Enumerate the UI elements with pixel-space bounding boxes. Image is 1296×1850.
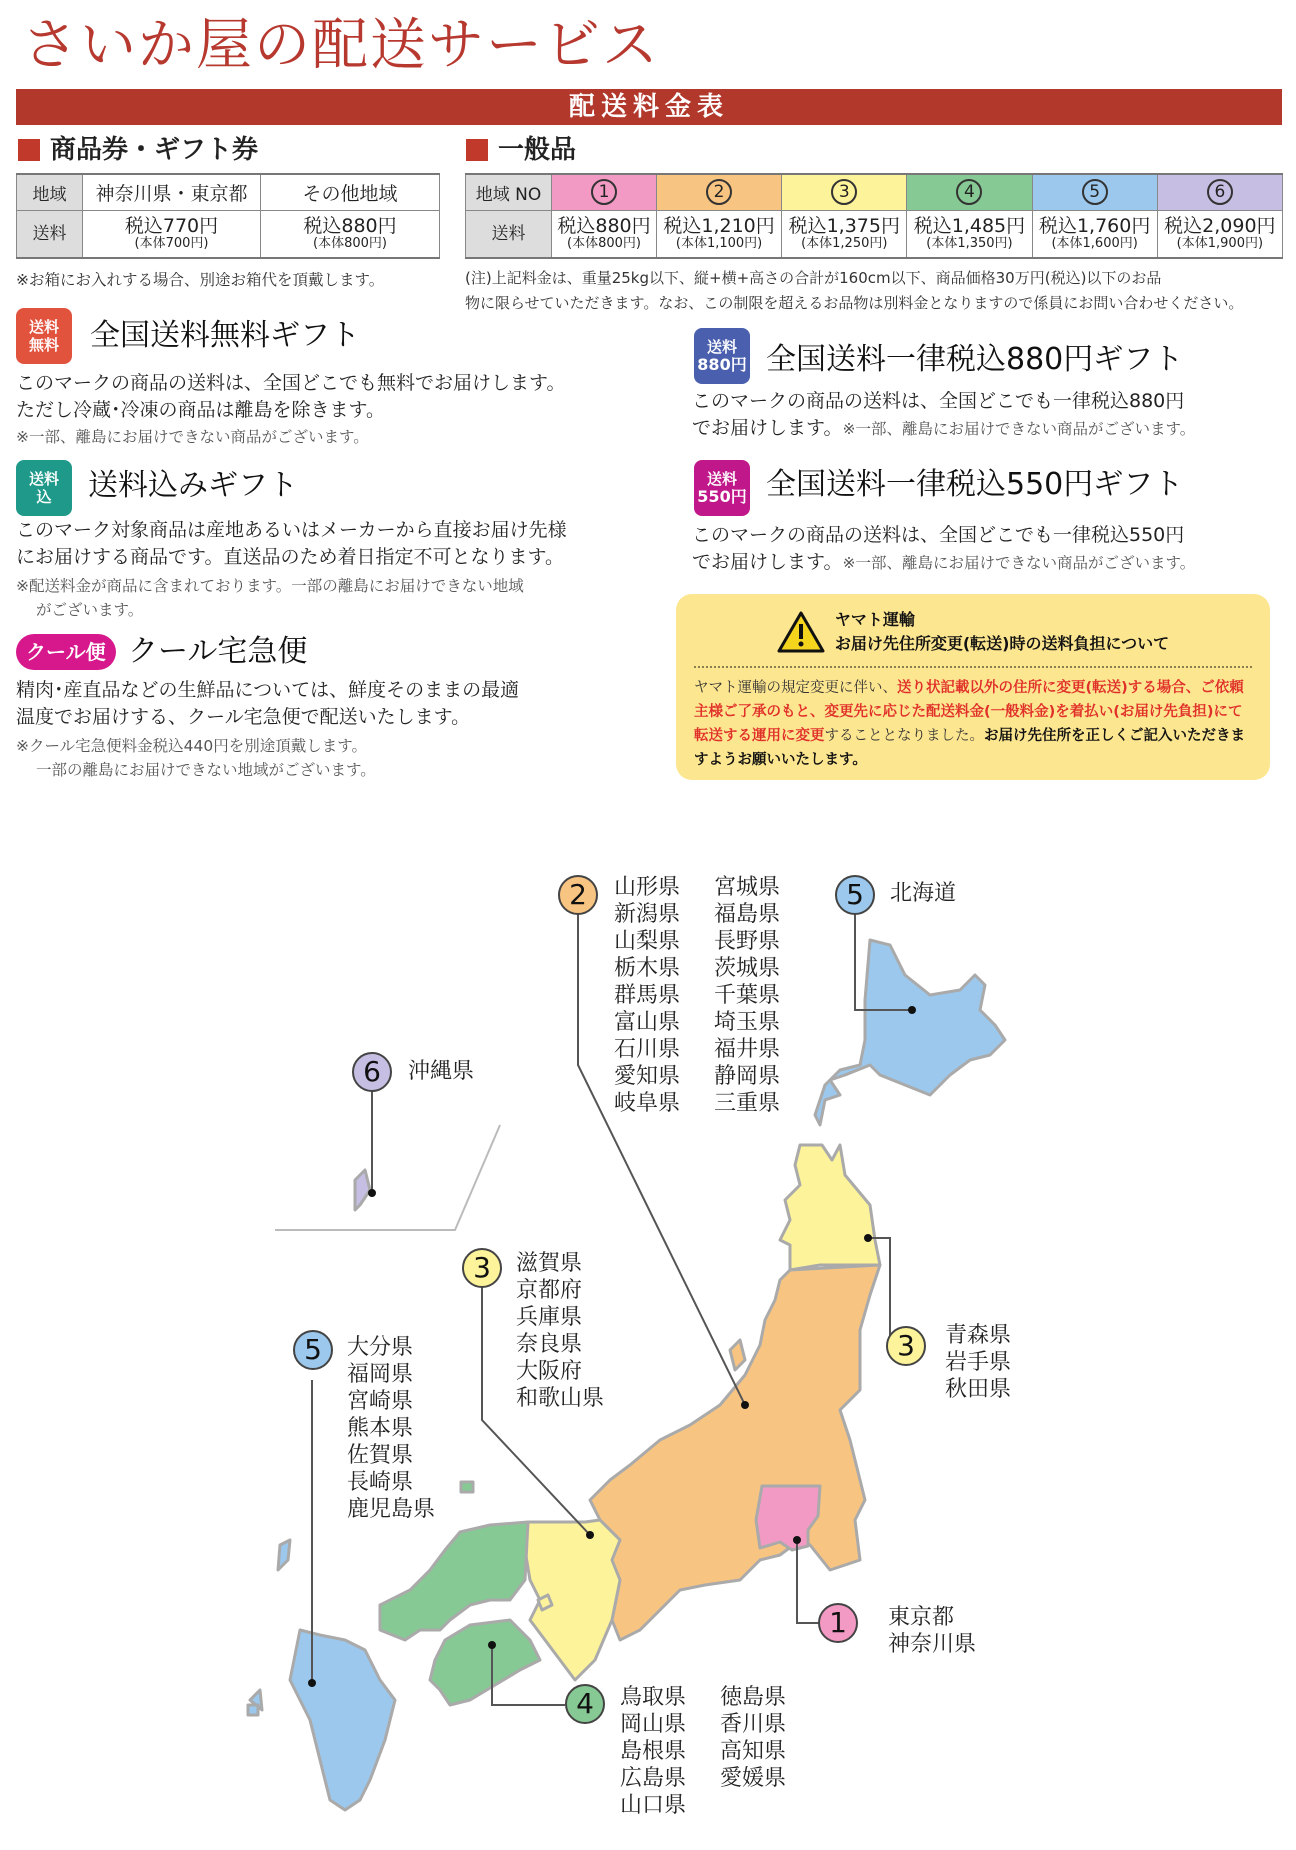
zone-1-prefectures: 東京都 神奈川県 [888,1605,977,1657]
zone-5-hokkaido-label: 北海道 [890,881,957,906]
zone-3-tohoku-prefectures: 青森県 岩手県 秋田県 [945,1323,1012,1402]
shipping-included-badge: 送料 込 [16,460,72,516]
warning-icon [777,611,825,653]
flat-880-body: このマークの商品の送料は、全国どこでも一律税込880円 でお届けします。※一部、離島にお届けできない商品がございます。 [692,390,1196,439]
shipping-included-body: このマーク対象商品は産地あるいはメーカーから直接お届け先様 にお届けする商品です。直送品のため着日指定不可となります。 [16,519,567,568]
shipping-included-note: ※配送料金が商品に含まれております。一部の離島にお届けできない地域 がございます。 [16,577,524,619]
price-cell: 税込880円 (本体800円) [261,210,440,258]
cool-delivery-title: クール宅急便 [128,634,308,669]
price-cell: 税込1,760円 (本体1,600円) [1032,210,1157,258]
zone-6-label: 沖縄県 [408,1059,475,1084]
free-shipping-badge: 送料 無料 [16,308,72,364]
zone-marker-6: 6 [352,1052,392,1092]
yamato-notice-body: ヤマト運輸の規定変更に伴い、送り状記載以外の住所に変更(転送)する場合、ご依頼主様ご了承のもと、変更先に応じた配送料金(一般料金)を着払い(お届け先負担)にて転送する運用に変更することとなりました。お届け先住所を正しくご記入いただきますようお願いいたします。 [694,680,1245,768]
price-cell: 税込770円 (本体700円) [83,210,261,258]
cool-delivery-body: 精肉･産直品などの生鮮品については、鮮度そのままの最適 温度でお届けする、クール宅急便で配送いたします。 [16,679,520,728]
price-cell: 税込1,375円 (本体1,250円) [782,210,907,258]
cool-delivery-note: ※クール宅急便料金税込440円を別途頂戴します。 一部の離島にお届けできない地域がございます。 [16,737,376,779]
gift-voucher-note: ※お箱にお入れする場合、別途お箱代を頂戴します。 [16,271,385,289]
zone-number-2: 2 [706,179,732,205]
price-cell: 税込1,210円 (本体1,100円) [656,210,781,258]
general-rate-table: 地域 NO 1 2 3 4 5 6 送料 税込880円 (本体800円) 税込1,210円 (本体1,100円) 税込1,375円 (本体1,250円) 税込1,485円 (本体1,350円) 税込1,760円 (本体1,600円) 税込2,090円 (本体1,900円) [465,173,1283,259]
price-cell: 税込2,090円 (本体1,900円) [1157,210,1282,258]
flat-550-title: 全国送料一律税込550円ギフト [766,467,1184,502]
zone-2-prefectures: 山形県 宮城県 新潟県 福島県 山梨県 長野県 栃木県 茨城県 群馬県 千葉県 富山県 埼玉県 石川県 福井県 愛知県 静岡県 岐阜県 三重県 [614,875,781,1116]
flat-550-badge: 送料 550円 [694,460,750,516]
zone-marker-1: 1 [818,1603,858,1643]
cool-delivery-badge: クール便 [16,634,116,670]
square-bullet-icon [18,139,40,161]
flat-880-badge: 送料 880円 [694,328,750,384]
price-cell: 税込1,485円 (本体1,350円) [907,210,1032,258]
zone-marker-3-tohoku: 3 [886,1326,926,1366]
zone-number-5: 5 [1082,179,1108,205]
japan-zone-map [0,830,1296,1850]
square-bullet-icon [466,139,488,161]
general-note: (注)上記料金は、重量25kg以下、縦+横+高さの合計が160cm以下、商品価格30万円(税込)以下のお品 物に限らせていただきます。なお、この制限を超えるお品物は別料金となりますので係員にお問い合わせください。 [465,269,1244,312]
zone-marker-3-kansai: 3 [462,1248,502,1288]
yamato-notice: ヤマト運輸 お届け先住所変更(転送)時の送料負担について ヤマト運輸の規定変更に伴い、送り状記載以外の住所に変更(転送)する場合、ご依頼主様ご了承のもと、変更先に応じた配送料金(一般料金)を着払い(お届け先負担)にて転送する運用に変更することとなりました。お届け先住所を正しくご記入いただきますようお願いいたします。 [676,594,1270,780]
zone-marker-5-hokkaido: 5 [835,875,875,915]
zone-number-3: 3 [831,179,857,205]
zone-number-4: 4 [956,179,982,205]
gift-voucher-heading: 商品券・ギフト券 [18,133,258,167]
zone-number-6: 6 [1207,179,1233,205]
zone-3-kansai-prefectures: 滋賀県 京都府 兵庫県 奈良県 大阪府 和歌山県 [516,1251,605,1411]
page-title: さいか屋の配送サービス [22,13,660,78]
free-shipping-note: ※一部、離島にお届けできない商品がございます。 [16,428,369,446]
zone-5-kyushu-prefectures: 大分県 福岡県 宮崎県 熊本県 佐賀県 長崎県 鹿児島県 [347,1335,436,1522]
zone-number-1: 1 [591,179,617,205]
zone-marker-5-kyushu: 5 [293,1330,333,1370]
free-shipping-title: 全国送料無料ギフト [90,318,360,353]
price-cell: 税込880円 (本体800円) [552,210,657,258]
free-shipping-body: このマークの商品の送料は、全国どこでも無料でお届けします。 ただし冷蔵･冷凍の商品は離島を除きます。 [16,372,566,421]
shipping-included-title: 送料込みギフト [88,468,298,503]
rate-table-banner: 配送料金表 [16,89,1282,125]
flat-880-title: 全国送料一律税込880円ギフト [766,342,1184,377]
zone-4-prefectures: 鳥取県 徳島県 岡山県 香川県 島根県 高知県 広島県 愛媛県 山口県 [620,1685,787,1818]
flat-550-body: このマークの商品の送料は、全国どこでも一律税込550円 でお届けします。※一部、離島にお届けできない商品がございます。 [692,524,1196,573]
general-heading: 一般品 [466,133,576,167]
gift-voucher-table: 地域 神奈川県・東京都 その他地域 送料 税込770円 (本体700円) 税込880円 (本体800円) [16,173,440,259]
zone-marker-2: 2 [558,875,598,915]
zone-marker-4: 4 [565,1684,605,1724]
